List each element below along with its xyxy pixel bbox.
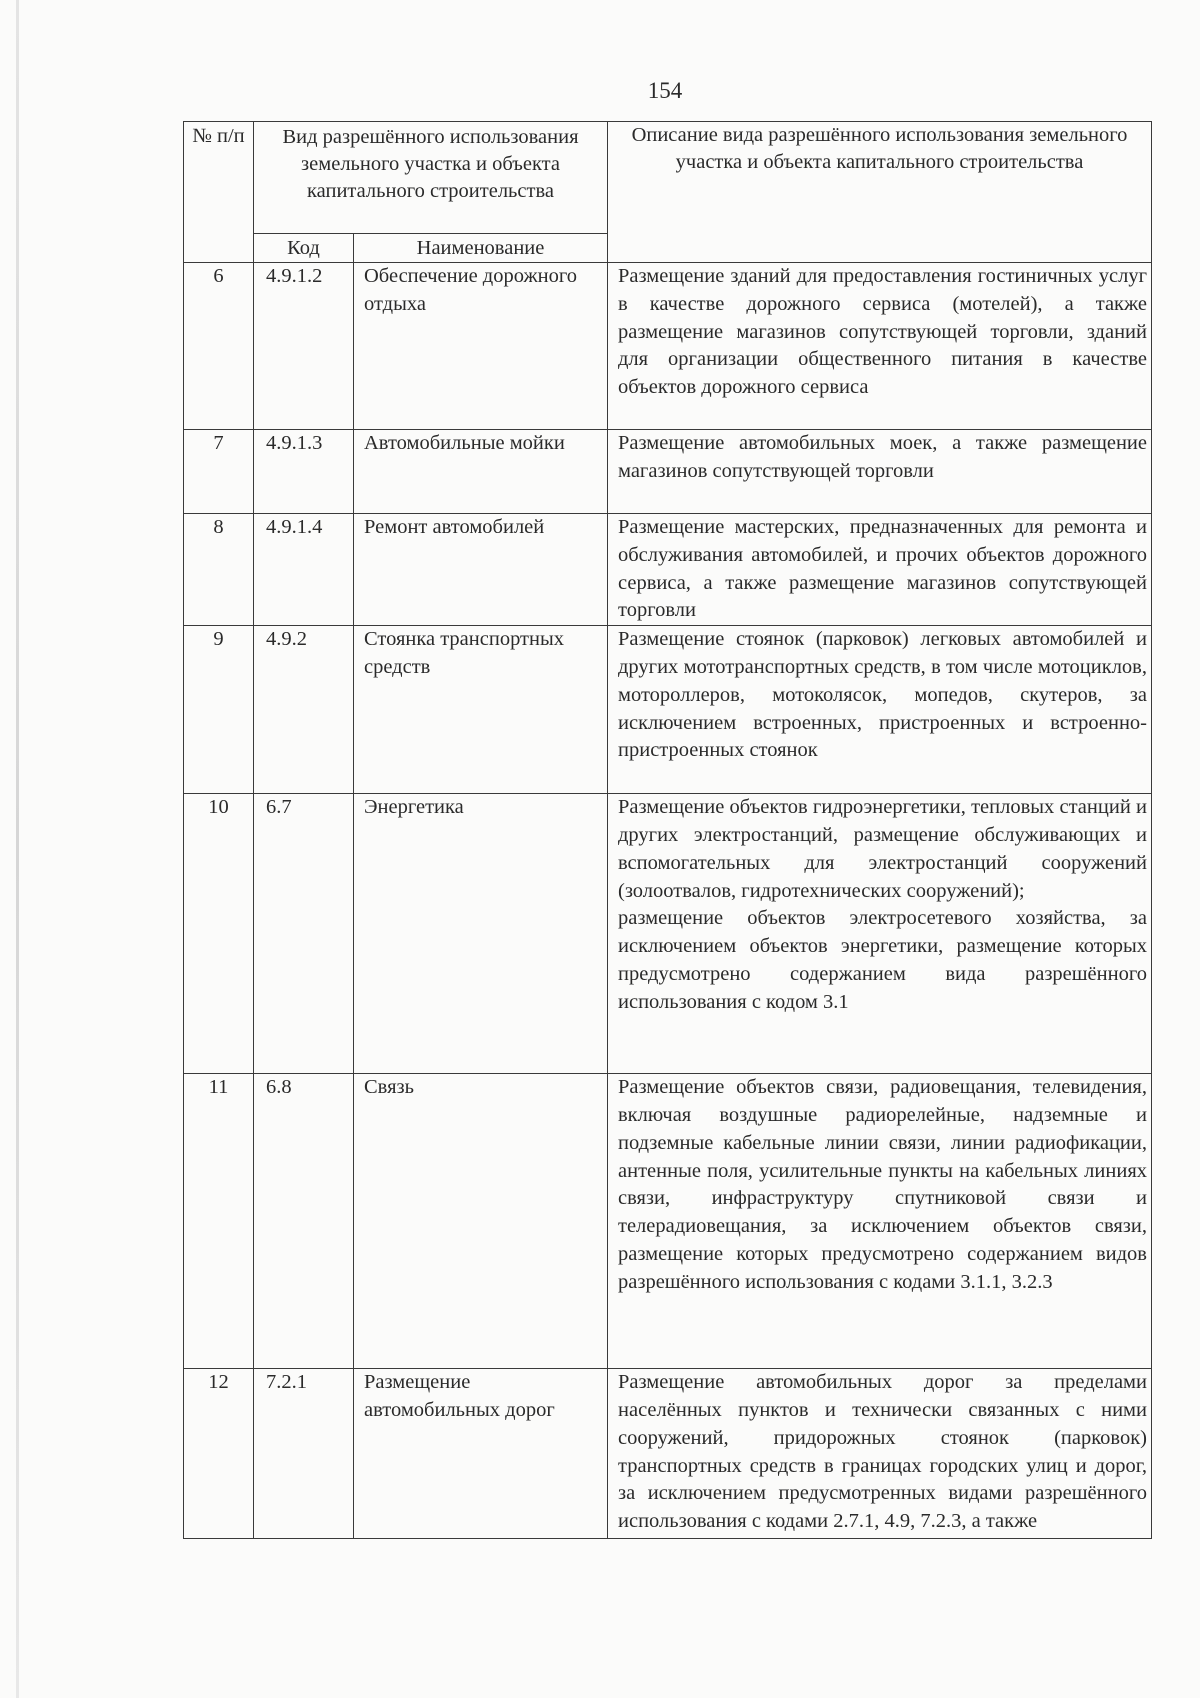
row-name: Обеспечение дорожного отдыха <box>354 263 608 430</box>
page-number: 154 <box>647 78 683 103</box>
header-land-use-kind: Вид разрешённого использования земельного участка и объекта капитального строительства <box>254 122 608 234</box>
land-use-table <box>183 121 1152 1539</box>
row-description <box>608 794 1152 1074</box>
table-row <box>184 794 1152 1074</box>
table-row <box>184 626 1152 794</box>
row-code: 4.9.1.4 <box>254 514 354 626</box>
table-body <box>184 263 1152 1539</box>
row-number: 6 <box>184 263 254 430</box>
scan-edge <box>16 0 19 1698</box>
row-description <box>608 263 1152 430</box>
header-code: Код <box>254 234 354 263</box>
row-number: 10 <box>184 794 254 1074</box>
description-paragraph: Размещение объектов связи, радиовещания, телевидения, включая воздушные радиорелейные, надземные и подземные кабельные линии связи, линии радиофикации, антенные поля, усилительные пункты на кабельных линиях связи, инфраструктуру спутниковой связи и телерадиовещания, за исключением объектов связи, размещение которых предусмотрено содержанием видов разрешённого использования с кодами 3.1.1, 3.2.3 <box>618 1076 1147 1293</box>
row-description <box>608 1074 1152 1369</box>
description-paragraph: Размещение стоянок (парковок) легковых автомобилей и других мототранспортных средств, в том числе мотоциклов, мотороллеров, мотоколясок, мопедов, скутеров, за исключением встроенных, пристроенных и встроенно-пристроенных стоянок <box>618 628 1147 762</box>
table-row <box>184 430 1152 514</box>
row-code: 7.2.1 <box>254 1369 354 1539</box>
header-description: Описание вида разрешённого использования земельного участка и объекта капитального строительства <box>608 122 1152 263</box>
description-paragraph: Размещение зданий для предоставления гостиничных услуг в качестве дорожного сервиса (мотелей), а также размещение магазинов сопутствующей торговли, зданий для организации общественного питания в качестве объектов дорожного сервиса <box>618 265 1147 399</box>
row-number: 9 <box>184 626 254 794</box>
table-header <box>184 122 1152 263</box>
row-number: 7 <box>184 430 254 514</box>
table-row <box>184 1369 1152 1539</box>
table-row <box>184 1074 1152 1369</box>
description-paragraph: Размещение мастерских, предназначенных для ремонта и обслуживания автомобилей, и прочих объектов дорожного сервиса, а также размещение магазинов сопутствующей торговли <box>618 516 1147 622</box>
row-name: Автомобильные мойки <box>354 430 608 514</box>
header-num: № п/п <box>184 122 254 263</box>
description-paragraph: Размещение автомобильных моек, а также размещение магазинов сопутствующей торговли <box>618 432 1147 482</box>
table-row <box>184 263 1152 430</box>
row-code: 6.7 <box>254 794 354 1074</box>
row-code: 4.9.1.2 <box>254 263 354 430</box>
row-name: Энергетика <box>354 794 608 1074</box>
row-name: Стоянка транспортных средств <box>354 626 608 794</box>
description-paragraph: Размещение автомобильных дорог за пределами населённых пунктов и технически связанных с ними сооружений, придорожных стоянок (парковок) транспортных средств в границах городских улиц и дорог, за исключением предусмотренных видами разрешённого использования с кодами 2.7.1, 4.9, 7.2.3, а также <box>618 1371 1147 1533</box>
row-name: Ремонт автомобилей <box>354 514 608 626</box>
header-name: Наименование <box>354 234 608 263</box>
description-paragraph: Размещение объектов гидроэнергетики, тепловых станций и других электростанций, размещение обслуживающих и вспомогательных для электростанций сооружений (золоотвалов, гидротехнических сооружений); <box>618 796 1147 902</box>
row-number: 11 <box>184 1074 254 1369</box>
row-description <box>608 1369 1152 1539</box>
row-description <box>608 430 1152 514</box>
row-description <box>608 514 1152 626</box>
description-paragraph: размещение объектов электросетевого хозяйства, за исключением объектов энергетики, размещение которых предусмотрено содержанием вида разрешённого использования с кодом 3.1 <box>618 907 1147 1013</box>
row-description <box>608 626 1152 794</box>
table-row <box>184 514 1152 626</box>
row-code: 6.8 <box>254 1074 354 1369</box>
row-code: 4.9.1.3 <box>254 430 354 514</box>
row-name: Размещение автомобильных дорог <box>354 1369 608 1539</box>
row-name: Связь <box>354 1074 608 1369</box>
row-code: 4.9.2 <box>254 626 354 794</box>
row-number: 8 <box>184 514 254 626</box>
row-number: 12 <box>184 1369 254 1539</box>
